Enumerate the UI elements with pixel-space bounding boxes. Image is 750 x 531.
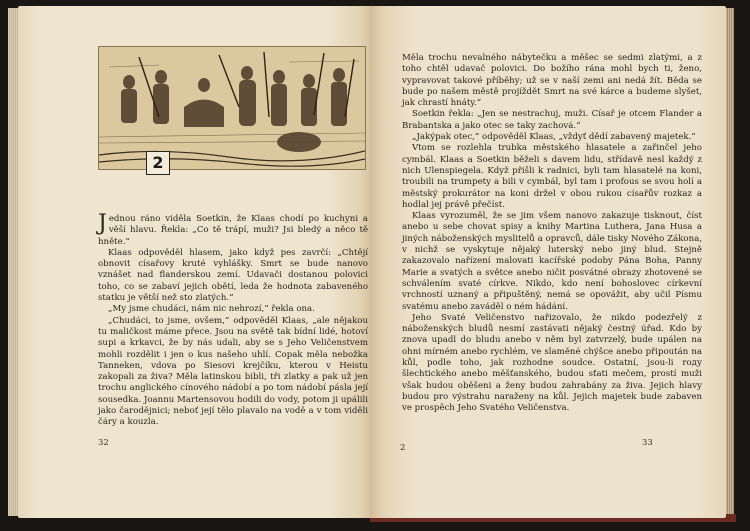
- drop-cap: J: [98, 211, 107, 236]
- paragraph: „Chudáci, to jsme, ovšem,“ odpověděl Klaas, „ale nějakou tu maličkost máme přece. Jsou na světě tak bídní lidé, hotoví supi a krkavci, že by nás udali, aby se s Jeho Veličenstvem mohli rozdělit i jen o kus našeho uhlí. Copak měla nebožka Tanneken, vdova po Siesovi krejčíku, kterou v Heistu zakopali za živa? Měla latinskou bibli, tři zlatky a pak už jen trochu anglického cínového nádobí a po tom nádobí pásla její sousedka. Joannu Martensovou hodili do vody, potom ji upálili jako čarodějnici; neboť její tělo plavalo na vodě a v tom viděli čáry a kouzla.: [98, 315, 368, 428]
- paragraph: Soetkin řekla: „Jen se nestrachuj, muži. Císař je otcem Flander a Brabantska a jako otec se taky zachová.“: [402, 109, 702, 131]
- woodcut-illustration: [98, 46, 366, 170]
- paragraph: Klaas vyrozuměl, že se jim všem nanovo zakazuje tisknout, číst anebo u sebe chovat spisy a knihy Martina Luthera, Jana Husa a jiných náboženských myslitelů a opravců, dále tisky Nového Zákona, v nichž se vyskytuje nějaký luterský nebo jiný blud. Stejně zakazovalo nařízení malovati kacířské podoby Pána Boha, Panny Marie a svatých a světce anebo ničit posvátné obrazy zhotovené se schválením svaté církve. Nikdo, kdo není bohoslovec církevní vrchností uznaný a připuštěný, nemá se opovážit, aby učil Písmu svatému anebo zaváděl o ném hádání.: [402, 211, 702, 312]
- paragraph: Vtom se rozlehla trubka městského hlasatele a zařinčel jeho cymbál. Klaas a Soetkin běželi s davem lidu, střídavě nesl každý z nich Ulenspiegela. Když přišli k radnici, byli tam hlasatelé na koni, troubili na trumpety a bili v cymbál, byl tam i profous se svou holí a městský prokurátor na koni držel v obou rukou císařův rozkaz a hodlal jej právě přečíst.: [402, 143, 702, 210]
- paragraph: „Jakýpak otec,“ odpověděl Klaas, „vždyť dědí zabavený majetek.“: [412, 132, 696, 143]
- right-page: [370, 6, 726, 518]
- page-number: 32: [98, 438, 109, 448]
- paragraph: Měla trochu nevalného nábytečku a měšec se sedmi zlatými, a z toho chtěl udavač polovici. Do božího rána mohl bych ti, ženo, vypravovat takové příběhy; už se v naší zemi ani nedá žít. Běda se bude po našem městě projíždět Smrt na své kárce a budeme slyšet, jak chrastí hnáty.“: [402, 53, 702, 109]
- left-page: [18, 6, 370, 518]
- paragraph: „My jsme chudáci, nám nic nehrozí,“ řekla ona.: [108, 304, 315, 315]
- page-number: 33: [642, 438, 653, 448]
- chapter-number: 2: [146, 151, 170, 175]
- right-page-text: [402, 53, 702, 415]
- left-page-edges: [8, 8, 18, 516]
- paragraph-text: ednou ráno viděla Soetkin, že Klaas chodí po kuchyni a věší hlavu. Řekla: „Co tě trápí, muži? Jsi bledý a něco tě hněte.“: [98, 214, 368, 247]
- woodcut-procession-icon: [99, 47, 365, 169]
- signature-mark: 2: [400, 443, 406, 453]
- paragraph: Klaas odpověděl hlasem, jako když pes zavrčí: „Chtějí obnovit císařovy kruté vyhlášky. Smrt se bude nanovo vznášet nad flanderskou zemí. Udavači dostanou polovici toho, co se zabaví jejich obětí, leda že hodnota zabaveného statku je větší než sto zlatých.“: [98, 247, 368, 304]
- right-page-edges: [726, 8, 734, 514]
- left-page-text: [98, 211, 368, 429]
- paragraph: [98, 211, 368, 248]
- paragraph: Jeho Svaté Veličenstvo nařizovalo, že nikdo podezřelý z náboženských bludů nesmí zastávati nějaký čestný úřad. Kdo by znova upadl do bludu anebo v něm byl zatvrzelý, bude upálen na ohni mírném anebo rychlém, ve slaměné chýšce anebo připoután na kůl, podle toho, jak rozhodne soudce. Ostatní, jsou-li roду šlechtického anebo měšťanského, budou sťati mečem, prostí muži však budou oběšeni a ženy budou zahrabány za živa. Jejich hlavy budou pro výstrahu naraženy na kůl. Jejich majetek bude zabaven ve prospěch Jeho Svatého Veličenstva.: [402, 312, 702, 414]
